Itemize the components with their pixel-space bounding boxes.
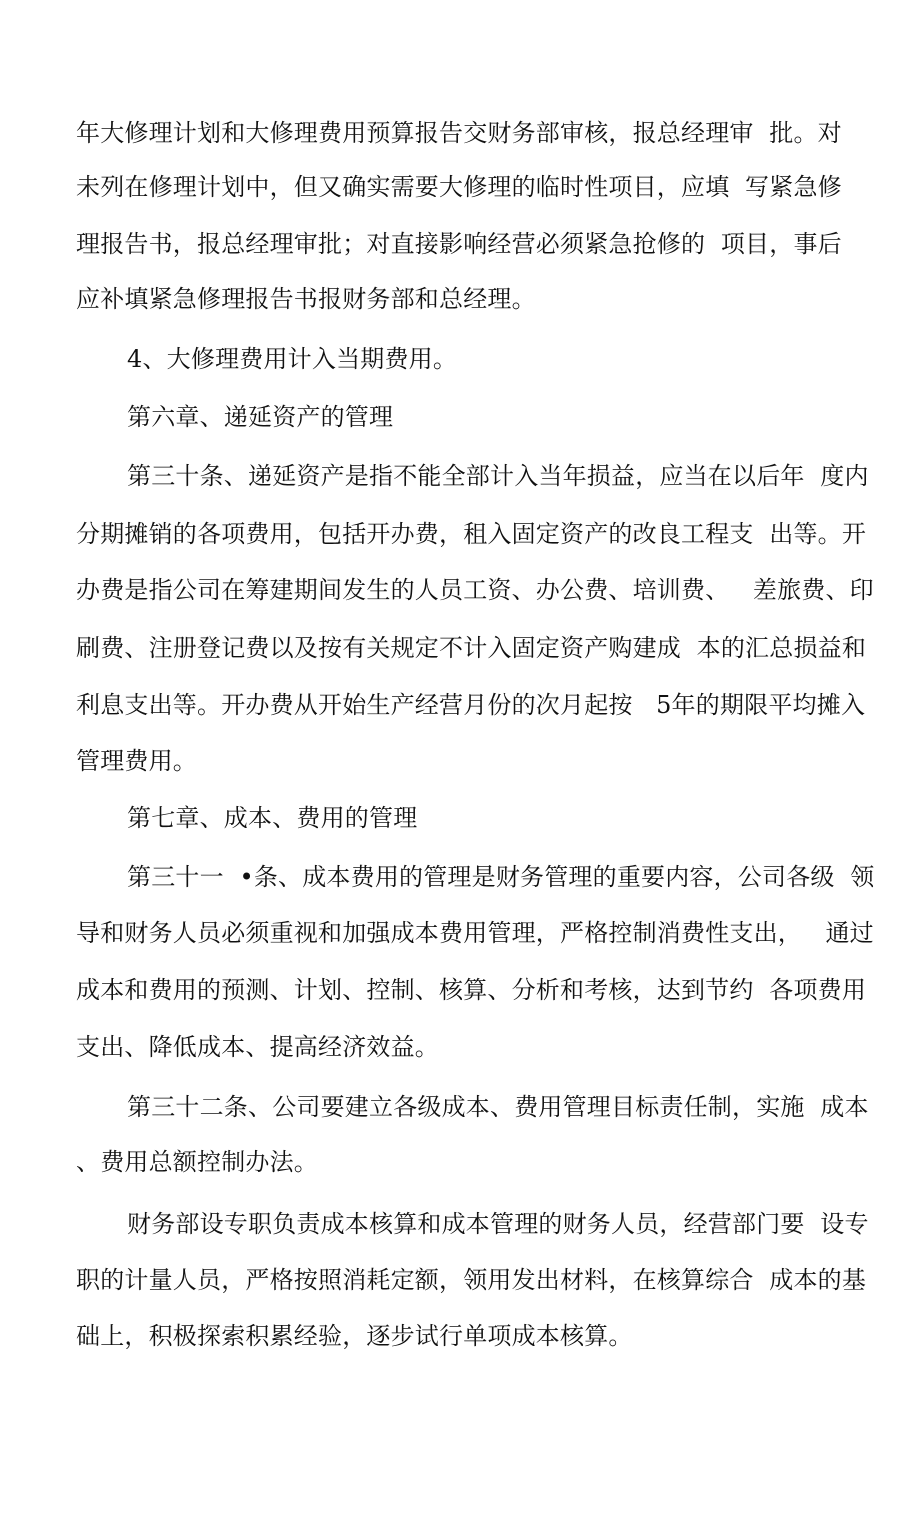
text-line: 应补填紧急修理报告书报财务部和总经理。 (76, 285, 536, 313)
chapter-heading: 第七章、成本、费用的管理 (127, 804, 418, 832)
text-line: 刷费、注册登记费以及按有关规定不计入固定资产购建成 本的汇总损益和 (76, 634, 867, 662)
text-line: 管理费用。 (76, 747, 197, 775)
text-line: 支出、降低成本、提高经济效益。 (76, 1033, 439, 1061)
text-line: 职的计量人员，严格按照消耗定额，领用发出材料，在核算综合 成本的基 (76, 1266, 867, 1294)
article-line: 第三十一 •条、成本费用的管理是财务管理的重要内容，公司各级 领 (127, 863, 875, 891)
text-line: 年大修理计划和大修理费用预算报告交财务部审核，报总经理审 批。对 (76, 119, 842, 147)
text-line: 成本和费用的预测、计划、控制、核算、分析和考核，达到节约 各项费用 (76, 976, 867, 1004)
text-line: 导和财务人员必须重视和加强成本费用管理，严格控制消费性支出， 通过 (76, 919, 874, 947)
text-line: 未列在修理计划中，但又确实需要大修理的临时性项目，应填 写紧急修 (76, 173, 842, 201)
text-line: 分期摊销的各项费用，包括开办费，租入固定资产的改良工程支 出等。开 (76, 520, 867, 548)
section-item: 4、大修理费用计入当期费用。 (127, 345, 458, 373)
text-line: 、费用总额控制办法。 (76, 1148, 318, 1176)
article-line: 第三十二条、公司要建立各级成本、费用管理目标责任制，实施 成本 (127, 1093, 869, 1121)
text-line: 办费是指公司在筹建期间发生的人员工资、办公费、培训费、 差旅费、印 (76, 576, 874, 604)
text-line: 利息支出等。开办费从开始生产经营月份的次月起按 5年的期限平均摊入 (76, 691, 866, 719)
chapter-heading: 第六章、递延资产的管理 (127, 403, 394, 431)
text-line: 理报告书，报总经理审批；对直接影响经营必须紧急抢修的 项目，事后 (76, 230, 842, 258)
article-line: 第三十条、递延资产是指不能全部计入当年损益，应当在以后年 度内 (127, 462, 869, 490)
paragraph-line: 财务部设专职负责成本核算和成本管理的财务人员，经营部门要 设专 (127, 1210, 869, 1238)
text-line: 础上，积极探索积累经验，逐步试行单项成本核算。 (76, 1322, 633, 1350)
